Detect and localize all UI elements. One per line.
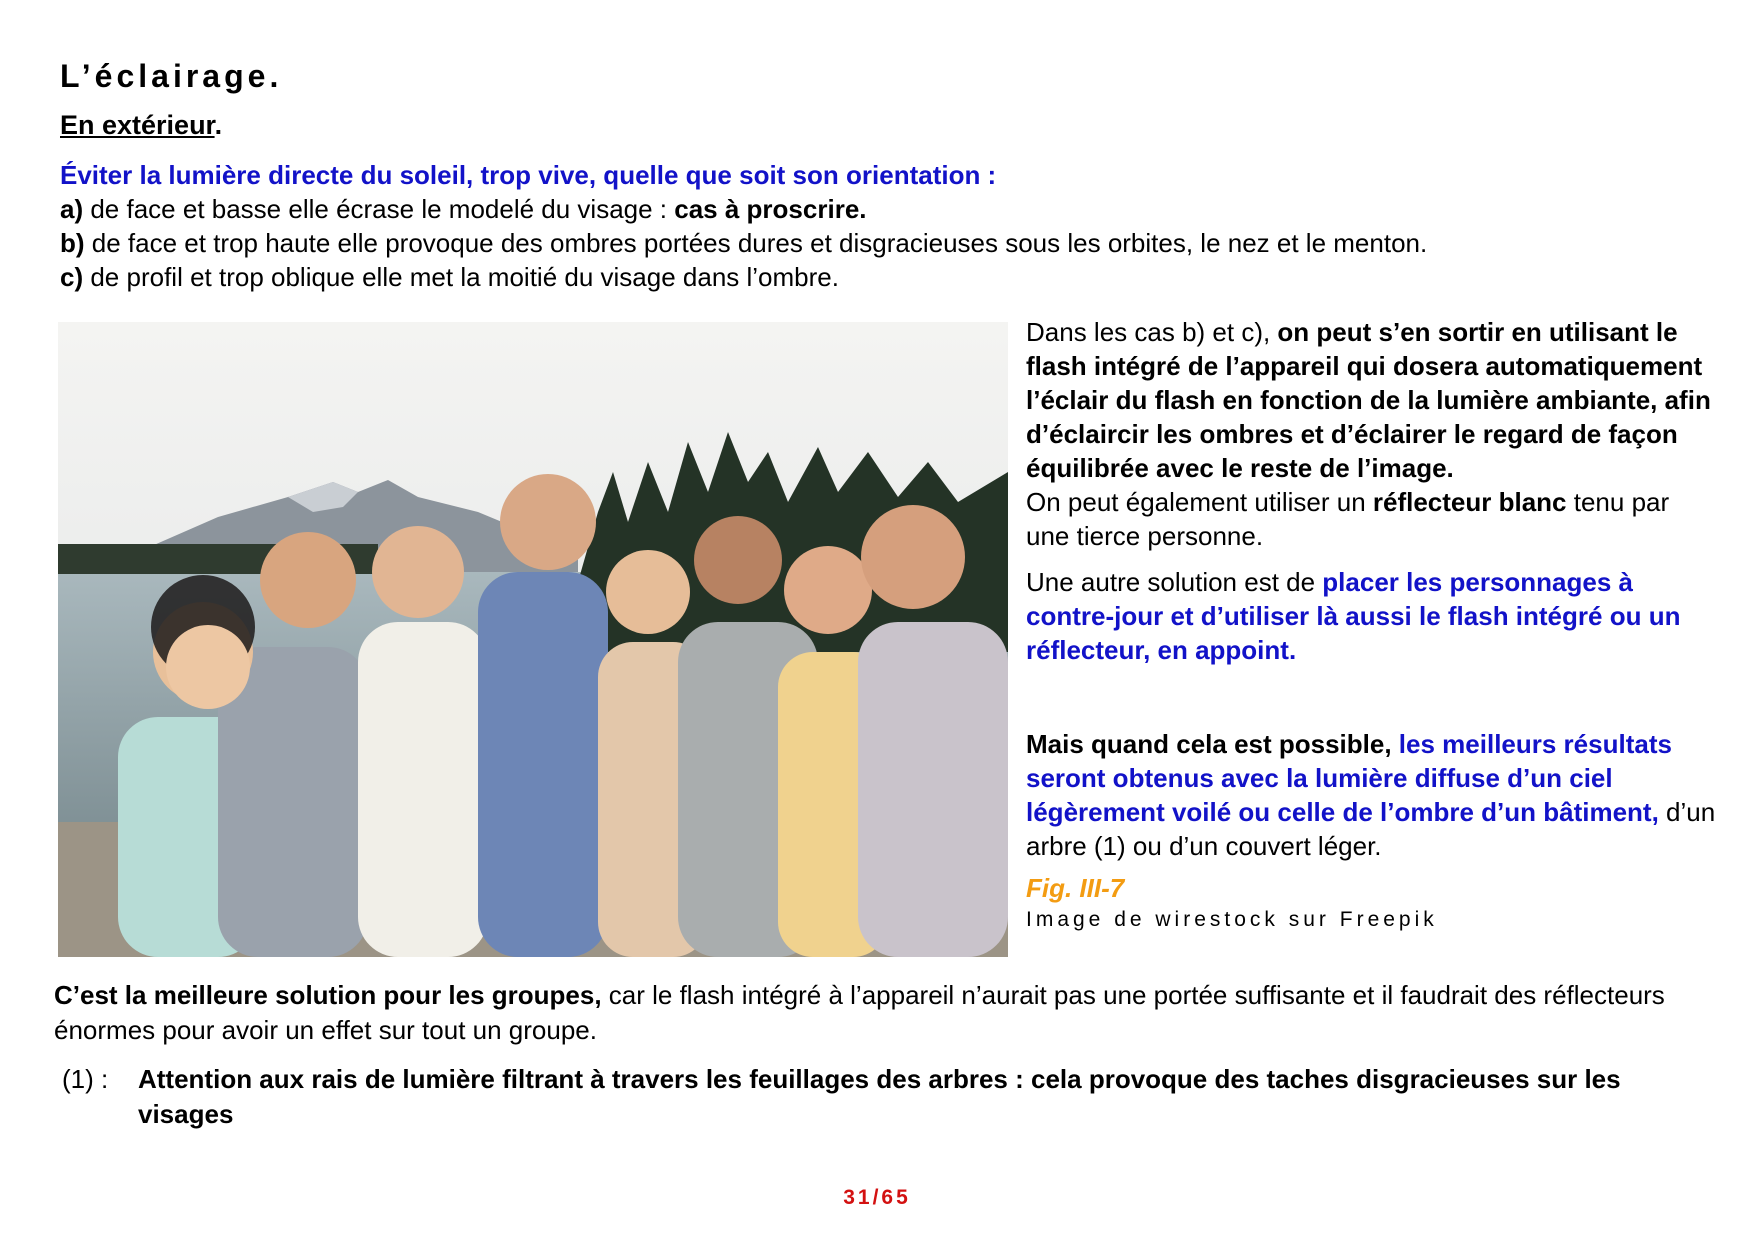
side-p2-bold: réflecteur blanc	[1372, 487, 1567, 517]
side-text	[1026, 315, 1716, 935]
section-heading-punct: .	[214, 110, 223, 140]
item-label: c)	[60, 262, 84, 292]
list-item-b	[60, 226, 1700, 260]
side-p3-normal: Une autre solution est de	[1026, 567, 1323, 597]
item-text: de face et trop haute elle provoque des ombres portées dures et disgracieuses sous les orbites, le nez et le menton.	[84, 228, 1428, 258]
side-paragraph-4	[1026, 727, 1716, 863]
footnote	[62, 1062, 1662, 1132]
intro-block	[60, 158, 1700, 294]
side-p2-normal-b: tenu par une tierce personne.	[1026, 487, 1670, 551]
item-bold: cas à proscrire.	[674, 194, 867, 224]
figure-label: Fig. III-7	[1026, 873, 1125, 903]
intro-heading: Éviter la lumière directe du soleil, trop vive, quelle que soit son orientation :	[60, 160, 997, 190]
side-p1-bold: on peut s’en sortir en utilisant le flash intégré de l’appareil qui dosera automatiquement l’éclair du flash en fonction de la lumière ambiante, afin d’éclaircir les ombres et d’éclairer le regard de façon équilibrée avec le reste de l’image.	[1026, 317, 1711, 483]
section-heading	[60, 110, 222, 141]
conclusion-bold: C’est la meilleure solution pour les groupes,	[54, 980, 602, 1010]
side-p3-blue: placer les personnages à contre-jour et d’utiliser là aussi le flash intégré ou un réflecteur, en appoint.	[1026, 567, 1681, 665]
section-heading-text: En extérieur	[60, 110, 215, 140]
list-item-c	[60, 260, 1700, 294]
group-photo-illustration	[58, 322, 1008, 957]
side-p2-normal-a: On peut également utiliser un	[1026, 487, 1373, 517]
side-p4-bold: Mais quand cela est possible,	[1026, 729, 1399, 759]
conclusion-normal: car le flash intégré à l’appareil n’aurait pas une portée suffisante et il faudrait des réflecteurs énormes pour avoir un effet sur tout un groupe.	[54, 980, 1665, 1045]
footnote-number: (1) :	[62, 1064, 109, 1094]
list-item-a	[60, 192, 1700, 226]
page-title: L’éclairage.	[60, 58, 283, 94]
image-credit: Image de wirestock sur Freepik	[1026, 908, 1438, 931]
page-number: 31/65	[843, 1186, 911, 1209]
item-label: b)	[60, 228, 85, 258]
conclusion-paragraph	[54, 978, 1694, 1048]
footnote-text: Attention aux rais de lumière filtrant à travers les feuillages des arbres : cela provoque des taches disgracieuses sur les visages	[138, 1064, 1621, 1129]
group-photo	[58, 322, 1008, 957]
side-p4-normal: d’un arbre (1) ou d’un couvert léger.	[1026, 797, 1716, 861]
side-p4-blue: les meilleurs résultats seront obtenus avec la lumière diffuse d’un ciel légèrement voilé ou celle de l’ombre d’un bâtiment,	[1026, 729, 1672, 827]
side-paragraph-1	[1026, 315, 1716, 485]
side-p1-normal: Dans les cas b) et c),	[1026, 317, 1278, 347]
item-text: de face et basse elle écrase le modelé du visage :	[83, 194, 675, 224]
side-paragraph-3	[1026, 565, 1716, 667]
item-label: a)	[60, 194, 84, 224]
item-text: de profil et trop oblique elle met la moitié du visage dans l’ombre.	[83, 262, 839, 292]
side-paragraph-2	[1026, 485, 1716, 553]
